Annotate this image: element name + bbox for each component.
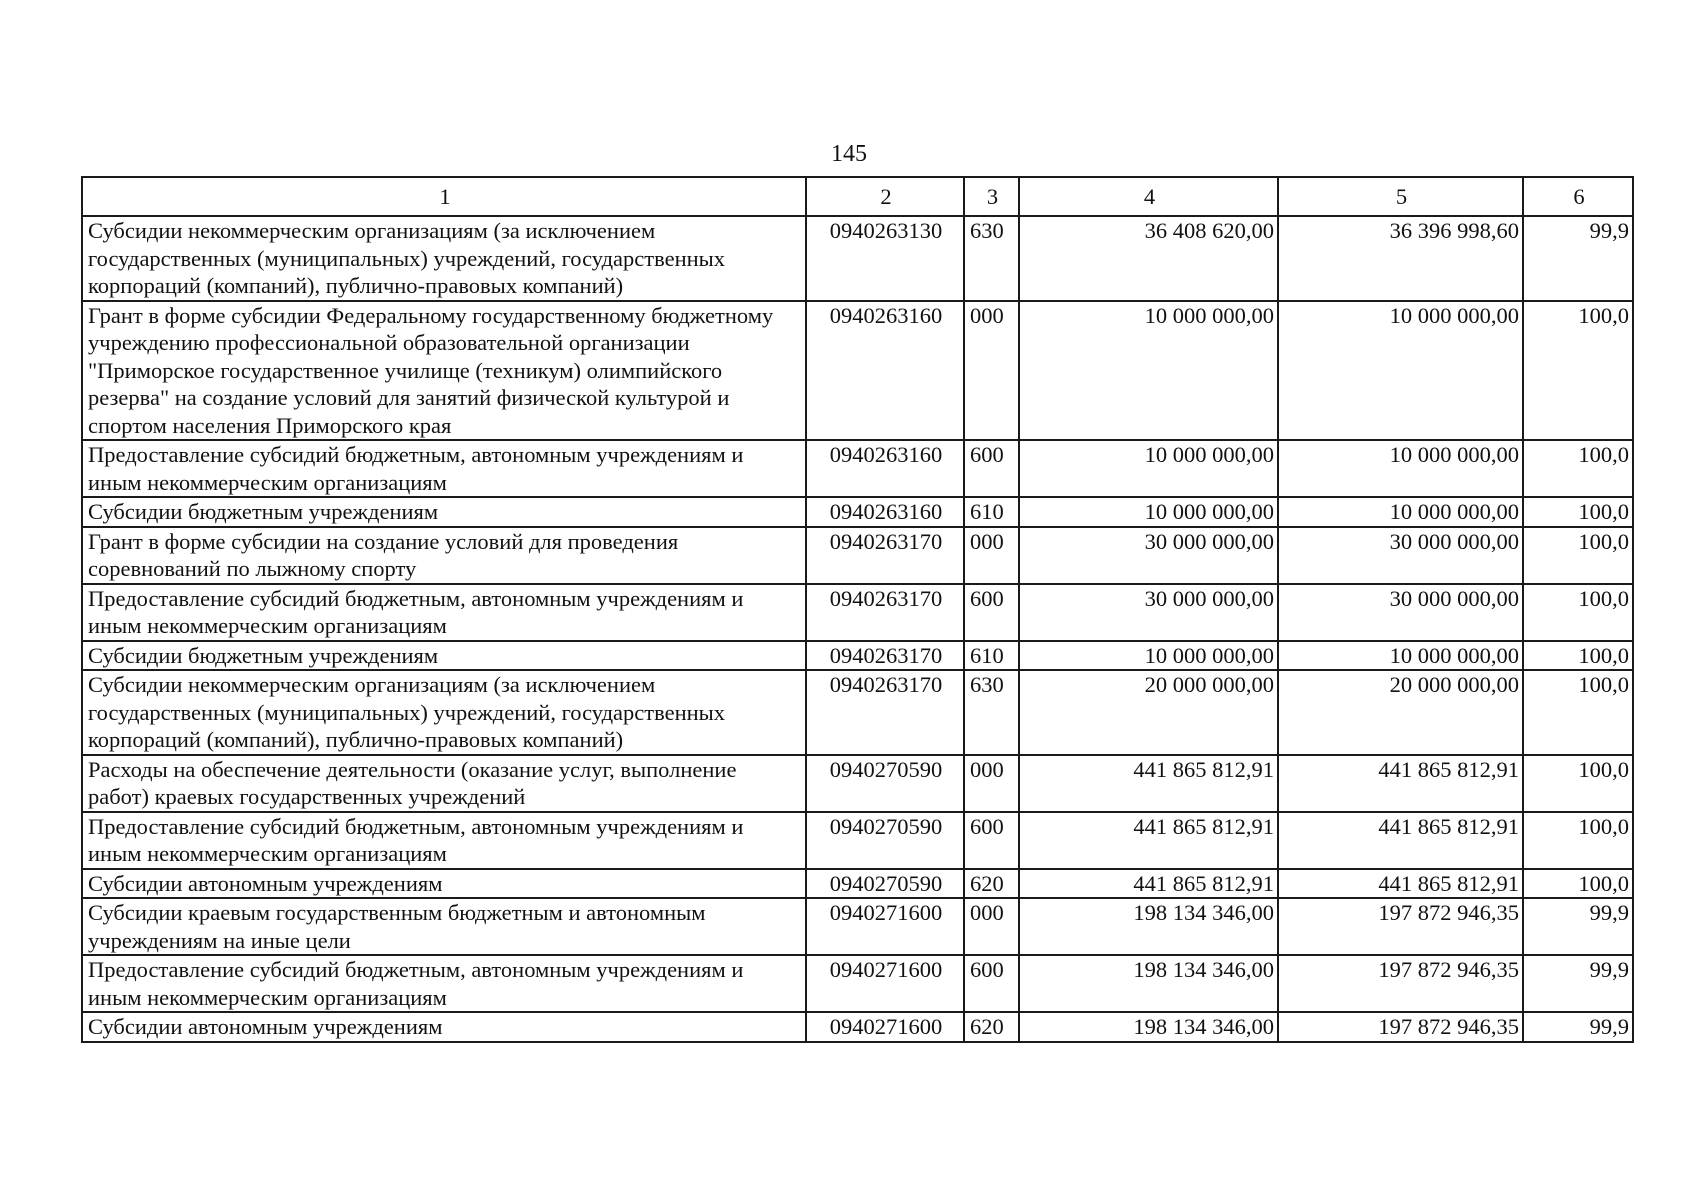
table-row: [82, 497, 1633, 527]
cell-percent: 100,0: [1523, 497, 1633, 527]
table-row: [82, 869, 1633, 899]
table-row: [82, 1012, 1633, 1042]
cell-planned: 36 408 620,00: [1019, 216, 1278, 301]
cell-name: Расходы на обеспечение деятельности (оказание услуг, выполнение работ) краевых государственных учреждений: [82, 755, 806, 812]
cell-executed: 20 000 000,00: [1278, 670, 1523, 755]
table-row: [82, 641, 1633, 671]
budget-table: [81, 176, 1634, 1043]
cell-code: 0940263160: [806, 301, 964, 441]
table-row: [82, 812, 1633, 869]
cell-percent: 100,0: [1523, 869, 1633, 899]
cell-name: Предоставление субсидий бюджетным, автономным учреждениям и иным некоммерческим организациям: [82, 812, 806, 869]
cell-executed: 441 865 812,91: [1278, 812, 1523, 869]
cell-planned: 20 000 000,00: [1019, 670, 1278, 755]
cell-percent: 100,0: [1523, 527, 1633, 584]
cell-code: 0940270590: [806, 755, 964, 812]
cell-percent: 100,0: [1523, 584, 1633, 641]
header-cell-5: 5: [1278, 177, 1523, 216]
cell-planned: 441 865 812,91: [1019, 755, 1278, 812]
page-number: 145: [831, 141, 867, 167]
cell-planned: 441 865 812,91: [1019, 812, 1278, 869]
header-row: [82, 177, 1633, 216]
cell-planned: 198 134 346,00: [1019, 1012, 1278, 1042]
cell-name: Субсидии бюджетным учреждениям: [82, 641, 806, 671]
cell-executed: 441 865 812,91: [1278, 755, 1523, 812]
cell-executed: 30 000 000,00: [1278, 527, 1523, 584]
cell-code: 0940271600: [806, 898, 964, 955]
table-row: [82, 670, 1633, 755]
cell-planned: 10 000 000,00: [1019, 641, 1278, 671]
cell-code: 0940263130: [806, 216, 964, 301]
table-row: [82, 216, 1633, 301]
cell-code: 0940270590: [806, 869, 964, 899]
cell-expense-type: 630: [964, 216, 1019, 301]
cell-name: Грант в форме субсидии на создание условий для проведения соревнований по лыжному спорту: [82, 527, 806, 584]
cell-planned: 198 134 346,00: [1019, 955, 1278, 1012]
cell-percent: 99,9: [1523, 1012, 1633, 1042]
cell-name: Предоставление субсидий бюджетным, автономным учреждениям и иным некоммерческим организациям: [82, 584, 806, 641]
header-cell-4: 4: [1019, 177, 1278, 216]
cell-planned: 198 134 346,00: [1019, 898, 1278, 955]
table-row: [82, 440, 1633, 497]
cell-code: 0940263170: [806, 670, 964, 755]
cell-name: Предоставление субсидий бюджетным, автономным учреждениям и иным некоммерческим организациям: [82, 955, 806, 1012]
cell-executed: 36 396 998,60: [1278, 216, 1523, 301]
cell-expense-type: 620: [964, 1012, 1019, 1042]
cell-code: 0940263170: [806, 527, 964, 584]
header-cell-2: 2: [806, 177, 964, 216]
table-row: [82, 301, 1633, 441]
cell-percent: 99,9: [1523, 216, 1633, 301]
cell-code: 0940263160: [806, 497, 964, 527]
cell-expense-type: 000: [964, 755, 1019, 812]
cell-name: Предоставление субсидий бюджетным, автономным учреждениям и иным некоммерческим организациям: [82, 440, 806, 497]
header-cell-3: 3: [964, 177, 1019, 216]
cell-executed: 10 000 000,00: [1278, 641, 1523, 671]
cell-planned: 30 000 000,00: [1019, 584, 1278, 641]
cell-percent: 100,0: [1523, 670, 1633, 755]
table-row: [82, 955, 1633, 1012]
cell-executed: 10 000 000,00: [1278, 301, 1523, 441]
table-row: [82, 755, 1633, 812]
cell-executed: 197 872 946,35: [1278, 1012, 1523, 1042]
table-row: [82, 898, 1633, 955]
cell-name: Субсидии краевым государственным бюджетным и автономным учреждениям на иные цели: [82, 898, 806, 955]
cell-executed: 10 000 000,00: [1278, 497, 1523, 527]
cell-percent: 100,0: [1523, 755, 1633, 812]
cell-planned: 10 000 000,00: [1019, 440, 1278, 497]
cell-percent: 100,0: [1523, 812, 1633, 869]
cell-executed: 441 865 812,91: [1278, 869, 1523, 899]
cell-expense-type: 610: [964, 497, 1019, 527]
cell-percent: 99,9: [1523, 955, 1633, 1012]
cell-executed: 197 872 946,35: [1278, 955, 1523, 1012]
cell-name: Субсидии бюджетным учреждениям: [82, 497, 806, 527]
cell-percent: 100,0: [1523, 440, 1633, 497]
cell-name: Субсидии некоммерческим организациям (за исключением государственных (муниципальных) учреждений, государственных корпораций (компаний), публично-правовых компаний): [82, 670, 806, 755]
cell-code: 0940270590: [806, 812, 964, 869]
header-cell-6: 6: [1523, 177, 1633, 216]
cell-executed: 10 000 000,00: [1278, 440, 1523, 497]
cell-code: 0940263170: [806, 584, 964, 641]
header-cell-1: 1: [82, 177, 806, 216]
cell-expense-type: 600: [964, 440, 1019, 497]
cell-name: Субсидии автономным учреждениям: [82, 869, 806, 899]
cell-name: Субсидии автономным учреждениям: [82, 1012, 806, 1042]
cell-code: 0940263160: [806, 440, 964, 497]
cell-expense-type: 610: [964, 641, 1019, 671]
cell-expense-type: 000: [964, 898, 1019, 955]
cell-planned: 10 000 000,00: [1019, 497, 1278, 527]
table-row: [82, 527, 1633, 584]
cell-planned: 30 000 000,00: [1019, 527, 1278, 584]
cell-percent: 100,0: [1523, 301, 1633, 441]
cell-executed: 197 872 946,35: [1278, 898, 1523, 955]
cell-code: 0940263170: [806, 641, 964, 671]
cell-expense-type: 630: [964, 670, 1019, 755]
table-body: [82, 216, 1633, 1042]
table-header: [82, 177, 1633, 216]
cell-executed: 30 000 000,00: [1278, 584, 1523, 641]
cell-expense-type: 600: [964, 812, 1019, 869]
cell-name: Субсидии некоммерческим организациям (за исключением государственных (муниципальных) учреждений, государственных корпораций (компаний), публично-правовых компаний): [82, 216, 806, 301]
cell-expense-type: 620: [964, 869, 1019, 899]
cell-code: 0940271600: [806, 955, 964, 1012]
table-row: [82, 584, 1633, 641]
cell-expense-type: 000: [964, 527, 1019, 584]
cell-expense-type: 600: [964, 584, 1019, 641]
cell-expense-type: 000: [964, 301, 1019, 441]
cell-percent: 99,9: [1523, 898, 1633, 955]
cell-expense-type: 600: [964, 955, 1019, 1012]
cell-name: Грант в форме субсидии Федеральному государственному бюджетному учреждению профессиональной образовательной организации "Приморское государственное училище (техникум) олимпийского резерва" на создание условий для занятий физической культурой и спортом населения Приморского края: [82, 301, 806, 441]
cell-code: 0940271600: [806, 1012, 964, 1042]
cell-planned: 10 000 000,00: [1019, 301, 1278, 441]
cell-percent: 100,0: [1523, 641, 1633, 671]
cell-planned: 441 865 812,91: [1019, 869, 1278, 899]
